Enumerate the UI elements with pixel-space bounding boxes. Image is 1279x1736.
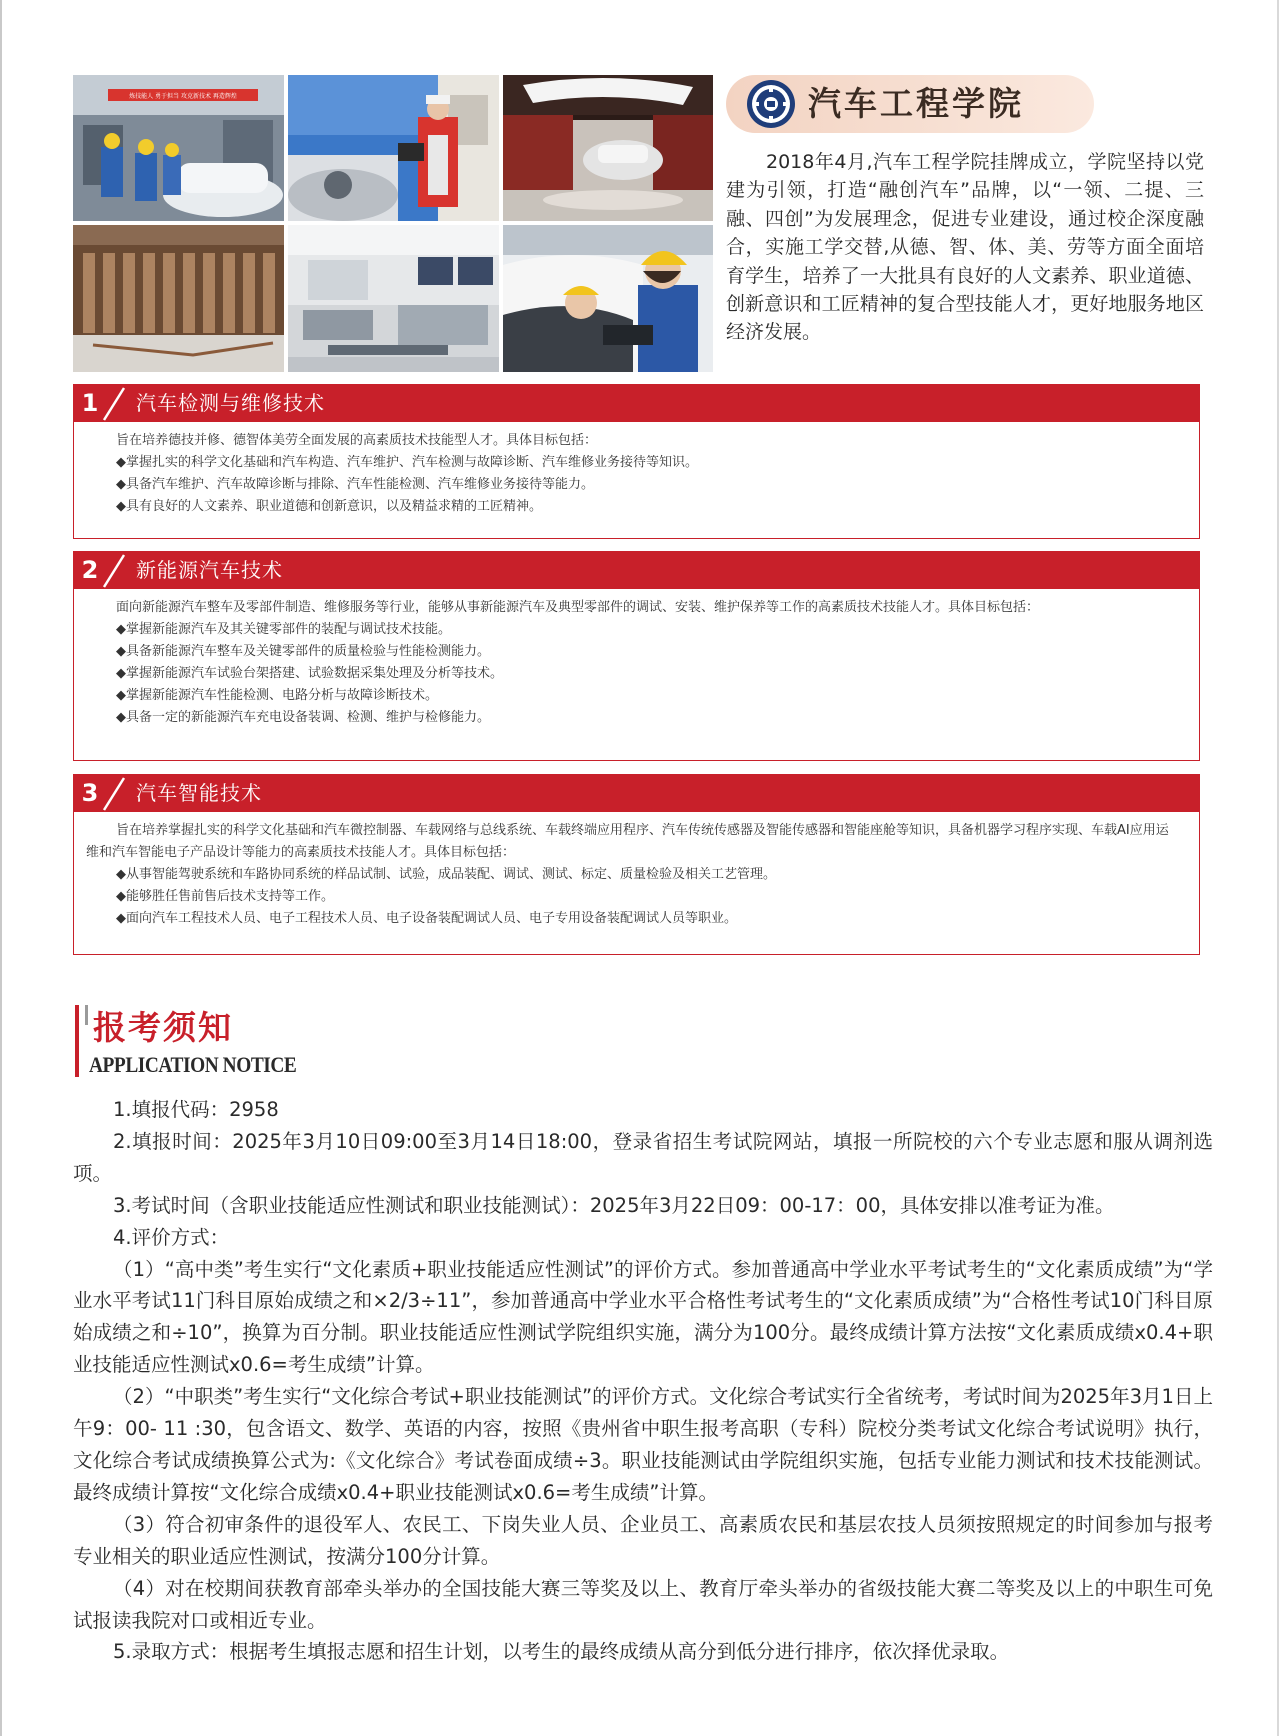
notice-body — [73, 1094, 1213, 1668]
program-intro: 旨在培养德技并修、德智体美劳全面发展的高素质技术技能型人才。具体目标包括： — [116, 433, 598, 448]
notice-paragraph: 2.填报时间：2025年3月10日09:00至3月14日18:00，登录省招生考试院网站，填报一所院校的六个专业志愿和服从调剂选项。 — [73, 1129, 1213, 1185]
program-number: 2 — [81, 556, 99, 584]
program-bullet: ◆具备汽车维护、汽车故障诊断与排除、汽车性能检测、汽车维修业务接待等能力。 — [116, 477, 594, 492]
slash-divider-icon — [100, 387, 126, 421]
photo-workshop-students — [73, 75, 284, 221]
notice-paragraph: 4.评价方式： — [113, 1225, 230, 1249]
program-number: 3 — [81, 779, 99, 807]
program-header — [74, 385, 1199, 422]
college-intro: 2018年4月,汽车工程学院挂牌成立，学院坚持以党建为引领，打造“融创汽车”品牌，以“一领、二提、三融、四创”为发展理念，促进专业建设，通过校企深度融合，实施工学交替,从德、智、体、美、劳等方面全面培育学生，培养了一大批具有良好的人文素养、职业道德、创新意识和工匠精神的复合型技能人才，更好地服务地区经济发展。 — [726, 151, 1204, 344]
photo-technician-tablet — [288, 75, 499, 221]
photo-grid — [73, 75, 713, 372]
slash-divider-icon — [100, 554, 126, 588]
notice-paragraph: 5.录取方式：根据考生填报志愿和招生计划，以考生的最终成绩从高分到低分进行排序，依次择优录取。 — [113, 1640, 1010, 1664]
notice-subtitle: APPLICATION NOTICE — [89, 1052, 297, 1077]
notice-paragraph: （1）“高中类”考生实行“文化素质+职业技能适应性测试”的评价方式。参加普通高中学业水平考试考生的“文化素质成绩”为“学业水平考试11门科目原始成绩之和×2/3÷11”，参加普通高中学业水平合格性考试考生的“文化素质成绩”为“合格性考试10门科目原始成绩之和÷10”，换算为百分制。职业技能适应性测试学院组织实施，满分为100分。最终成绩计算方法按“文化素质成绩x0.4+职业技能适应性测试x0.6=考生成绩”计算。 — [73, 1257, 1213, 1377]
notice-accent-bar — [75, 1005, 79, 1077]
program-bullet: ◆能够胜任售前售后技术支持等工作。 — [116, 889, 334, 904]
program-title: 汽车检测与维修技术 — [136, 391, 325, 415]
program-intro: 旨在培养掌握扎实的科学文化基础和汽车微控制器、车载网络与总线系统、车载终端应用程序、汽车传统传感器及智能传感器和智能座舱等知识，具备机器学习程序实现、车载AI应用运维和汽车智能电子产品设计等能力的高素质技术技能人才。具体目标包括： — [86, 823, 1169, 860]
photo-students-helmets — [503, 225, 713, 372]
program-bullet: ◆掌握新能源汽车及其关键零部件的装配与调试技术技能。 — [116, 622, 451, 637]
photo-showroom — [503, 75, 713, 221]
notice-paragraph: （4）对在校期间获教育部牵头举办的全国技能大赛三等奖及以上、教育厅牵头举办的省级技能大赛二等奖及以上的中职生可免试报读我院对口或相近专业。 — [73, 1576, 1213, 1632]
notice-paragraph: 3.考试时间（含职业技能适应性测试和职业技能测试）：2025年3月22日09：00-17：00，具体安排以准考证为准。 — [113, 1193, 1115, 1217]
program-bullet: ◆掌握扎实的科学文化基础和汽车构造、汽车维护、汽车检测与故障诊断、汽车维修业务接待等知识。 — [116, 455, 698, 470]
notice-paragraph: （3）符合初审条件的退役军人、农民工、下岗失业人员、企业员工、高素质农民和基层农技人员须按照规定的时间参加与报考专业相关的职业适应性测试，按满分100分计算。 — [73, 1512, 1213, 1568]
photo-carved-wall — [73, 225, 284, 372]
program-bullet: ◆具备一定的新能源汽车充电设备装调、检测、维护与检修能力。 — [116, 710, 490, 725]
college-logo-icon — [746, 79, 796, 129]
slash-divider-icon — [100, 777, 126, 811]
program-bullet: ◆从事智能驾驶系统和车路协同系统的样品试制、试验，成品装配、调试、测试、标定、质量检验及相关工艺管理。 — [116, 867, 776, 882]
notice-title: 报考须知 — [93, 1008, 233, 1047]
program-bullet: ◆掌握新能源汽车试验台架搭建、试验数据采集处理及分析等技术。 — [116, 666, 503, 681]
notice-paragraph: 1.填报代码：2958 — [113, 1098, 279, 1121]
program-header — [74, 552, 1199, 589]
program-body — [74, 812, 1199, 938]
program-title: 新能源汽车技术 — [136, 558, 283, 582]
program-card-2 — [73, 551, 1200, 761]
notice-accent-tick — [85, 1005, 88, 1025]
college-name: 汽车工程学院 — [808, 84, 1024, 123]
program-body — [74, 422, 1199, 526]
program-card-3 — [73, 774, 1200, 955]
photo-banner-text: 炼技能人 勇于担当 攻克新技术 再造辉煌 — [129, 93, 237, 100]
program-intro: 面向新能源汽车整车及零部件制造、维修服务等行业，能够从事新能源汽车及典型零部件的调试、安装、维护保养等工作的高素质技术技能人才。具体目标包括： — [116, 600, 1040, 615]
program-card-1 — [73, 384, 1200, 539]
program-bullet: ◆具备新能源汽车整车及关键零部件的质量检验与性能检测能力。 — [116, 644, 490, 659]
photo-training-lab — [288, 225, 499, 372]
program-bullet: ◆面向汽车工程技术人员、电子工程技术人员、电子设备装配调试人员、电子专用设备装配调试人员等职业。 — [116, 911, 737, 926]
notice-paragraph: （2）“中职类”考生实行“文化综合考试+职业技能测试”的评价方式。文化综合考试实行全省统考，考试时间为2025年3月1日上午9：00- 11 :30，包含语文、数学、英语的内容，按照《贵州省中职生报考高职（专科）院校分类考试文化综合考试说明》执行，文化综合考试成绩换算公式为:《文化综合》考试卷面成绩÷3。职业技能测试由学院组织实施，包括专业能力测试和技术技能测试。最终成绩计算按“文化综合成绩x0.4+职业技能测试x0.6=考生成绩”计算。 — [73, 1385, 1213, 1504]
program-title: 汽车智能技术 — [136, 781, 262, 805]
program-number: 1 — [81, 389, 99, 417]
program-bullet: ◆具有良好的人文素养、职业道德和创新意识，以及精益求精的工匠精神。 — [116, 499, 542, 514]
program-bullet: ◆掌握新能源汽车性能检测、电路分析与故障诊断技术。 — [116, 688, 438, 703]
program-body — [74, 589, 1199, 737]
program-header — [74, 775, 1199, 812]
